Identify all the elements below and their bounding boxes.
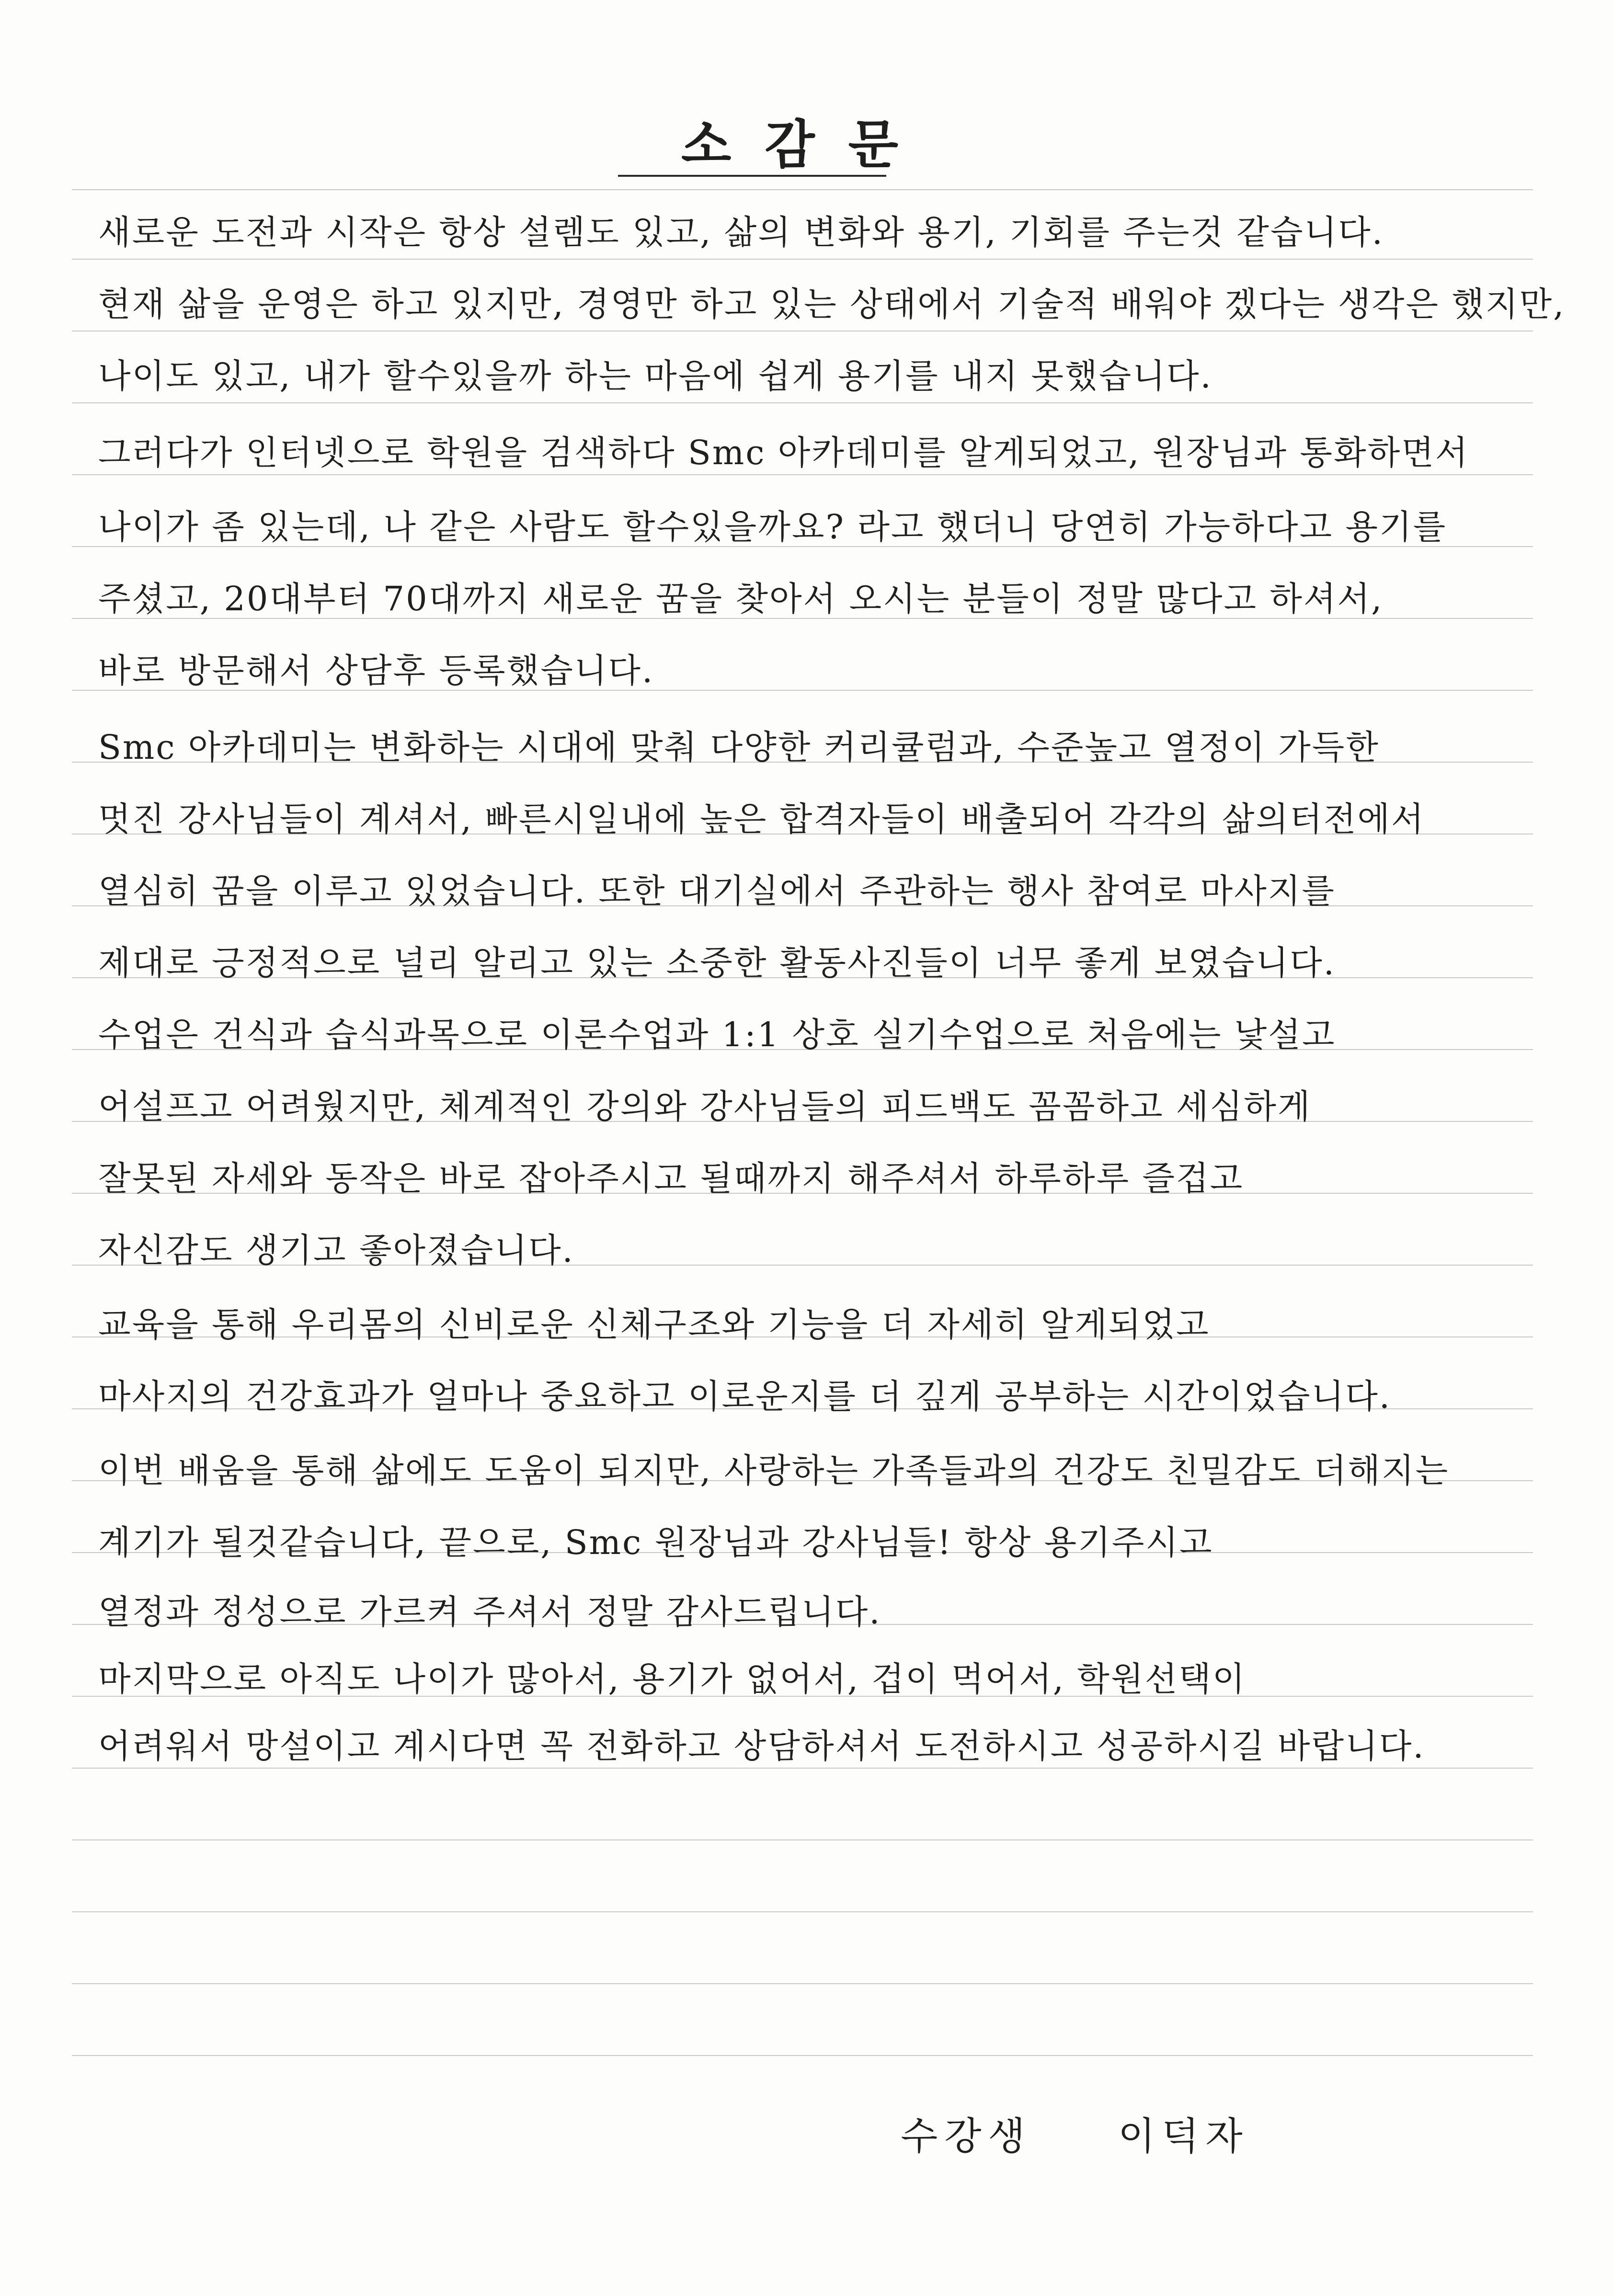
letter-line: 마사지의 건강효과가 얼마나 중요하고 이로운지를 더 깊게 공부하는 시간이었습니다. (98, 1377, 1391, 1416)
letter-line: 새로운 도전과 시작은 항상 설렘도 있고, 삶의 변화와 용기, 기회를 주는것 같습니다. (98, 213, 1384, 252)
letter-line: 열심히 꿈을 이루고 있었습니다. 또한 대기실에서 주관하는 행사 참여로 마사지를 (98, 871, 1336, 911)
ruled-line (72, 402, 1533, 403)
ruled-line (72, 1839, 1533, 1840)
letter-line: 현재 삶을 운영은 하고 있지만, 경영만 하고 있는 상태에서 기술적 배워야 겠다는 생각은 했지만, (98, 285, 1566, 324)
letter-line: 잘못된 자세와 동작은 바로 잡아주시고 될때까지 해주셔서 하루하루 즐겁고 (98, 1159, 1244, 1198)
letter-line: 교육을 통해 우리몸의 신비로운 신체구조와 기능을 더 자세히 알게되었고 (98, 1305, 1210, 1344)
letter-line: 바로 방문해서 상담후 등록했습니다. (98, 651, 654, 690)
letter-line: Smc 아카데미는 변화하는 시대에 맞춰 다양한 커리큘럼과, 수준높고 열정이 가득한 (98, 728, 1380, 767)
ruled-line (72, 259, 1533, 260)
letter-line: 이번 배움을 통해 삶에도 도움이 되지만, 사랑하는 가족들과의 건강도 친밀감도 더해지는 (98, 1451, 1450, 1490)
ruled-line (72, 1983, 1533, 1984)
ruled-line (72, 474, 1533, 475)
ruled-line (72, 189, 1533, 190)
signature-name: 이덕자 (1118, 2114, 1249, 2159)
letter-line: 나이도 있고, 내가 할수있을까 하는 마음에 쉽게 용기를 내지 못했습니다. (98, 356, 1213, 396)
title-underline (618, 175, 886, 177)
letter-line: 열정과 정성으로 가르켜 주셔서 정말 감사드립니다. (98, 1592, 881, 1632)
letter-line: 그러다가 인터넷으로 학원을 검색하다 Smc 아카데미를 알게되었고, 원장님과 통화하면서 (98, 433, 1469, 472)
letter-line: 제대로 긍정적으로 널리 알리고 있는 소중한 활동사진들이 너무 좋게 보였습니다. (98, 943, 1336, 982)
letter-line: 멋진 강사님들이 계셔서, 빠른시일내에 높은 합격자들이 배출되어 각각의 삶의터전에서 (98, 800, 1425, 839)
signature-role: 수강생 (901, 2114, 1032, 2159)
letter-line: 자신감도 생기고 좋아졌습니다. (98, 1231, 574, 1270)
ruled-line (72, 2055, 1533, 2056)
letter-line: 어려워서 망설이고 계시다면 꼭 전화하고 상담하셔서 도전하시고 성공하시길 바랍니다. (98, 1726, 1425, 1766)
letter-line: 주셨고, 20대부터 70대까지 새로운 꿈을 찾아서 오시는 분들이 정말 많다고 하셔서, (98, 579, 1384, 618)
ruled-line (72, 1911, 1533, 1912)
letter-title: 소감문 (681, 114, 932, 175)
letter-line: 수업은 건식과 습식과목으로 이론수업과 1:1 상호 실기수업으로 처음에는 낯설고 (98, 1015, 1336, 1054)
letter-line: 어설프고 어려웠지만, 체계적인 강의와 강사님들의 피드백도 꼼꼼하고 세심하게 (98, 1087, 1312, 1126)
letter-line: 계기가 될것같습니다, 끝으로, Smc 원장님과 강사님들! 항상 용기주시고 (98, 1523, 1213, 1562)
signature (901, 2105, 1249, 2160)
letter-line: 마지막으로 아직도 나이가 많아서, 용기가 없어서, 겁이 먹어서, 학원선택이 (98, 1659, 1247, 1699)
letter-line: 나이가 좀 있는데, 나 같은 사람도 할수있을까요? 라고 했더니 당연히 가능하다고 용기를 (98, 507, 1447, 547)
ruled-line (72, 1768, 1533, 1769)
